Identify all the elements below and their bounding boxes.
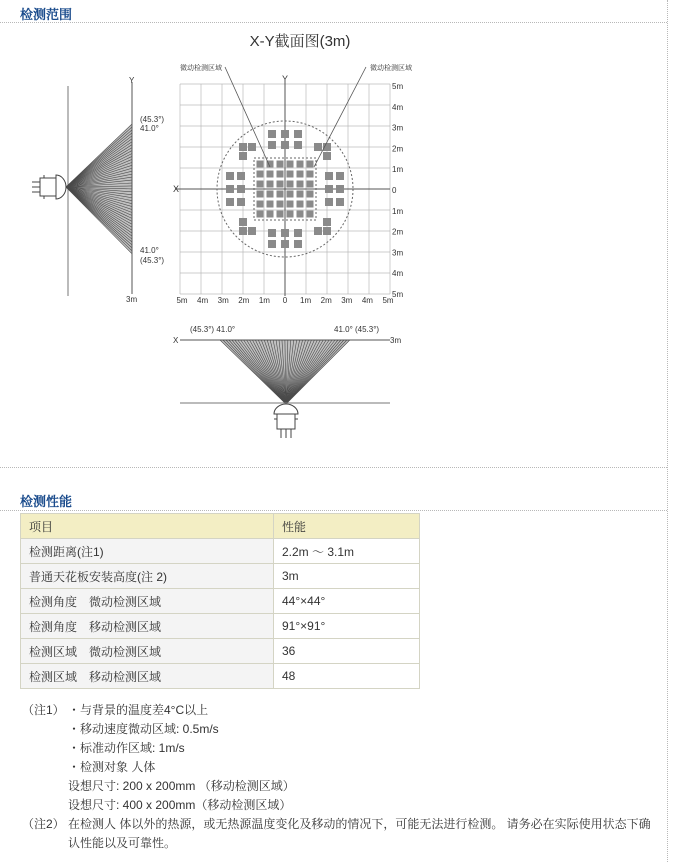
x-tick-label: 2m [238, 296, 250, 305]
section-title-detection-performance: 检测性能 [20, 494, 73, 509]
bottom-detection-fan [220, 340, 350, 404]
row-value: 48 [274, 664, 420, 689]
y-tick-label: 1m [392, 165, 404, 175]
detection-cell [257, 181, 264, 188]
detection-cell [237, 198, 245, 206]
detection-cell [277, 181, 284, 188]
note2-text: 在检测人 体以外的热源，或无热源温度变化及移动的情况下，可能无法进行检测。 请务必在实际使用状态下确认性能以及可靠性。 [68, 817, 651, 850]
note2-tag: （注2） [22, 817, 65, 831]
detection-cell [323, 152, 331, 160]
side-view [32, 76, 164, 304]
detection-range-diagram [0, 24, 667, 464]
detection-cell [277, 171, 284, 178]
detection-cell [336, 172, 344, 180]
callout-line-right [314, 67, 366, 167]
notes-block [22, 701, 662, 853]
bottom-distance-label: 3m [390, 336, 402, 345]
detection-cell [277, 191, 284, 198]
axis-y-label: Y [282, 74, 289, 84]
note1-first-line [22, 701, 662, 720]
detection-cell [325, 185, 333, 193]
callout-line-left [225, 67, 270, 167]
detection-cell [257, 171, 264, 178]
side-angle-inner-top: 41.0° [140, 124, 159, 133]
x-tick-label: 2m [320, 296, 332, 305]
detection-cell [297, 181, 304, 188]
detection-cell [307, 201, 314, 208]
row-item: 检测角度 微动检测区域 [21, 589, 274, 614]
detection-cell [268, 240, 276, 248]
detection-cell [226, 172, 234, 180]
note1-bullet: ・与背景的温度差4°C以上 [68, 703, 209, 717]
side-angle-inner-bottom: 41.0° [140, 246, 159, 255]
detection-cell [307, 191, 314, 198]
detection-cell [297, 161, 304, 168]
detection-fan-fill [66, 124, 132, 254]
x-tick-labels [176, 296, 393, 305]
note1-bullet: ・检测对象 人体 [68, 760, 156, 774]
y-tick-label: 5m [392, 82, 404, 91]
x-tick-label: 1m [258, 296, 270, 305]
detection-cell [336, 198, 344, 206]
divider [0, 467, 667, 468]
note1-bullet: ・标准动作区域: 1m/s [68, 741, 185, 755]
detection-cell [323, 218, 331, 226]
detection-cell [248, 227, 256, 235]
divider [0, 22, 667, 23]
detection-cell [277, 161, 284, 168]
detection-fan-fill [220, 340, 350, 404]
detection-cell [281, 141, 289, 149]
row-item: 普通天花板安装高度(注 2) [21, 564, 274, 589]
y-tick-label: 3m [392, 248, 404, 258]
side-detection-fan [66, 124, 132, 254]
detection-cell [268, 130, 276, 138]
detection-cell [287, 211, 294, 218]
detection-cell [287, 191, 294, 198]
x-tick-label: 0 [282, 296, 288, 305]
axis-x-label: X [173, 184, 180, 194]
sensor-side [32, 175, 66, 199]
row-item: 检测距离(注1) [21, 539, 274, 564]
detection-cell [294, 141, 302, 149]
x-tick-label: 1m [300, 296, 312, 305]
x-tick-label: 3m [341, 296, 353, 305]
y-tick-label: 1m [392, 206, 404, 216]
page-right-border [667, 0, 668, 862]
detection-cell [239, 152, 247, 160]
section-title-detection-range: 检测范围 [20, 7, 73, 22]
detection-cell [226, 198, 234, 206]
row-item: 检测区域 移动检测区域 [21, 664, 274, 689]
y-tick-label: 3m [392, 123, 404, 133]
row-value: 44°×44° [274, 589, 420, 614]
detection-cell [325, 198, 333, 206]
detection-cell [307, 211, 314, 218]
side-angle-outer-top: (45.3°) [140, 115, 165, 124]
detection-cell [237, 172, 245, 180]
detection-cell [239, 227, 247, 235]
row-item: 检测角度 移动检测区域 [21, 614, 274, 639]
detection-cell [325, 172, 333, 180]
detection-cell [297, 191, 304, 198]
table-row [21, 589, 420, 614]
detection-cell [267, 191, 274, 198]
detection-cell [294, 240, 302, 248]
table-row [21, 614, 420, 639]
x-tick-label: 3m [217, 296, 229, 305]
detection-cell [268, 141, 276, 149]
detection-cell [277, 211, 284, 218]
note2 [22, 815, 662, 853]
detection-cell [268, 229, 276, 237]
detection-cell [267, 181, 274, 188]
bottom-angle-right: 41.0° (45.3°) [334, 325, 380, 334]
x-tick-label: 5m [382, 296, 394, 305]
y-tick-label: 2m [392, 227, 404, 237]
column-header-item: 项目 [21, 514, 274, 539]
detection-cell [257, 191, 264, 198]
note1-size-line: 设想尺寸: 400 x 200mm（移动检测区域） [68, 798, 292, 812]
detection-cell [239, 143, 247, 151]
bottom-axis-x-label: X [173, 336, 179, 345]
table-row [21, 639, 420, 664]
table-row [21, 664, 420, 689]
detection-cell [287, 181, 294, 188]
detection-cell [239, 218, 247, 226]
detection-cell [287, 201, 294, 208]
x-tick-label: 4m [197, 296, 209, 305]
detection-cell [287, 171, 294, 178]
detection-cell [307, 181, 314, 188]
detection-cell [257, 201, 264, 208]
table-row [21, 539, 420, 564]
detection-cell [281, 240, 289, 248]
row-value: 2.2m ～ 3.1m [274, 539, 420, 564]
x-tick-label: 4m [361, 296, 373, 305]
detection-cell [237, 185, 245, 193]
callout-label-right: 微动检测区域 [370, 65, 412, 72]
detection-cell [297, 211, 304, 218]
y-tick-labels [392, 82, 403, 299]
detection-cell [336, 185, 344, 193]
detection-cell [248, 143, 256, 151]
detection-cell [281, 229, 289, 237]
row-value: 3m [274, 564, 420, 589]
detection-cell [257, 211, 264, 218]
detection-cell [226, 185, 234, 193]
table-header-row [21, 514, 420, 539]
column-header-performance: 性能 [274, 514, 420, 539]
detection-cell [314, 143, 322, 151]
y-tick-label: 0 [392, 186, 397, 195]
detection-cell [281, 130, 289, 138]
side-distance-label: 3m [126, 295, 138, 304]
table-row [21, 564, 420, 589]
note1-size-line: 设想尺寸: 200 x 200mm （移动检测区域） [68, 779, 295, 793]
detection-cell [287, 161, 294, 168]
y-tick-label: 4m [392, 269, 404, 279]
detection-cell [294, 130, 302, 138]
row-item: 检测区域 微动检测区域 [21, 639, 274, 664]
detection-cell [277, 201, 284, 208]
detection-cell [267, 211, 274, 218]
detection-cell [297, 201, 304, 208]
x-tick-label: 5m [176, 296, 188, 305]
row-value: 36 [274, 639, 420, 664]
note1-tag: （注1） [22, 703, 65, 717]
detection-cell [267, 171, 274, 178]
detection-cell [294, 229, 302, 237]
sensor-bottom [274, 404, 298, 438]
y-tick-label: 2m [392, 144, 404, 154]
detection-cell [307, 161, 314, 168]
detection-cell [314, 227, 322, 235]
y-tick-label: 4m [392, 102, 404, 112]
detection-cell [267, 201, 274, 208]
xy-grid-view [173, 63, 412, 305]
callout-label-left: 微动检测区域 [180, 65, 222, 72]
detection-cell [323, 227, 331, 235]
bottom-angle-left: (45.3°) 41.0° [190, 325, 236, 334]
note1-bullet: ・移动速度微动区域: 0.5m/s [68, 722, 219, 736]
side-angle-outer-bottom: (45.3°) [140, 256, 165, 265]
detection-cell [297, 171, 304, 178]
performance-table [20, 513, 420, 689]
y-tick-label: 5m [392, 290, 404, 299]
detection-cell [257, 161, 264, 168]
divider [0, 510, 667, 511]
diagram-title: X-Y截面图(3m) [249, 33, 351, 50]
detection-cell [307, 171, 314, 178]
side-axis-y-label: Y [129, 76, 135, 85]
row-value: 91°×91° [274, 614, 420, 639]
bottom-view [173, 325, 401, 438]
